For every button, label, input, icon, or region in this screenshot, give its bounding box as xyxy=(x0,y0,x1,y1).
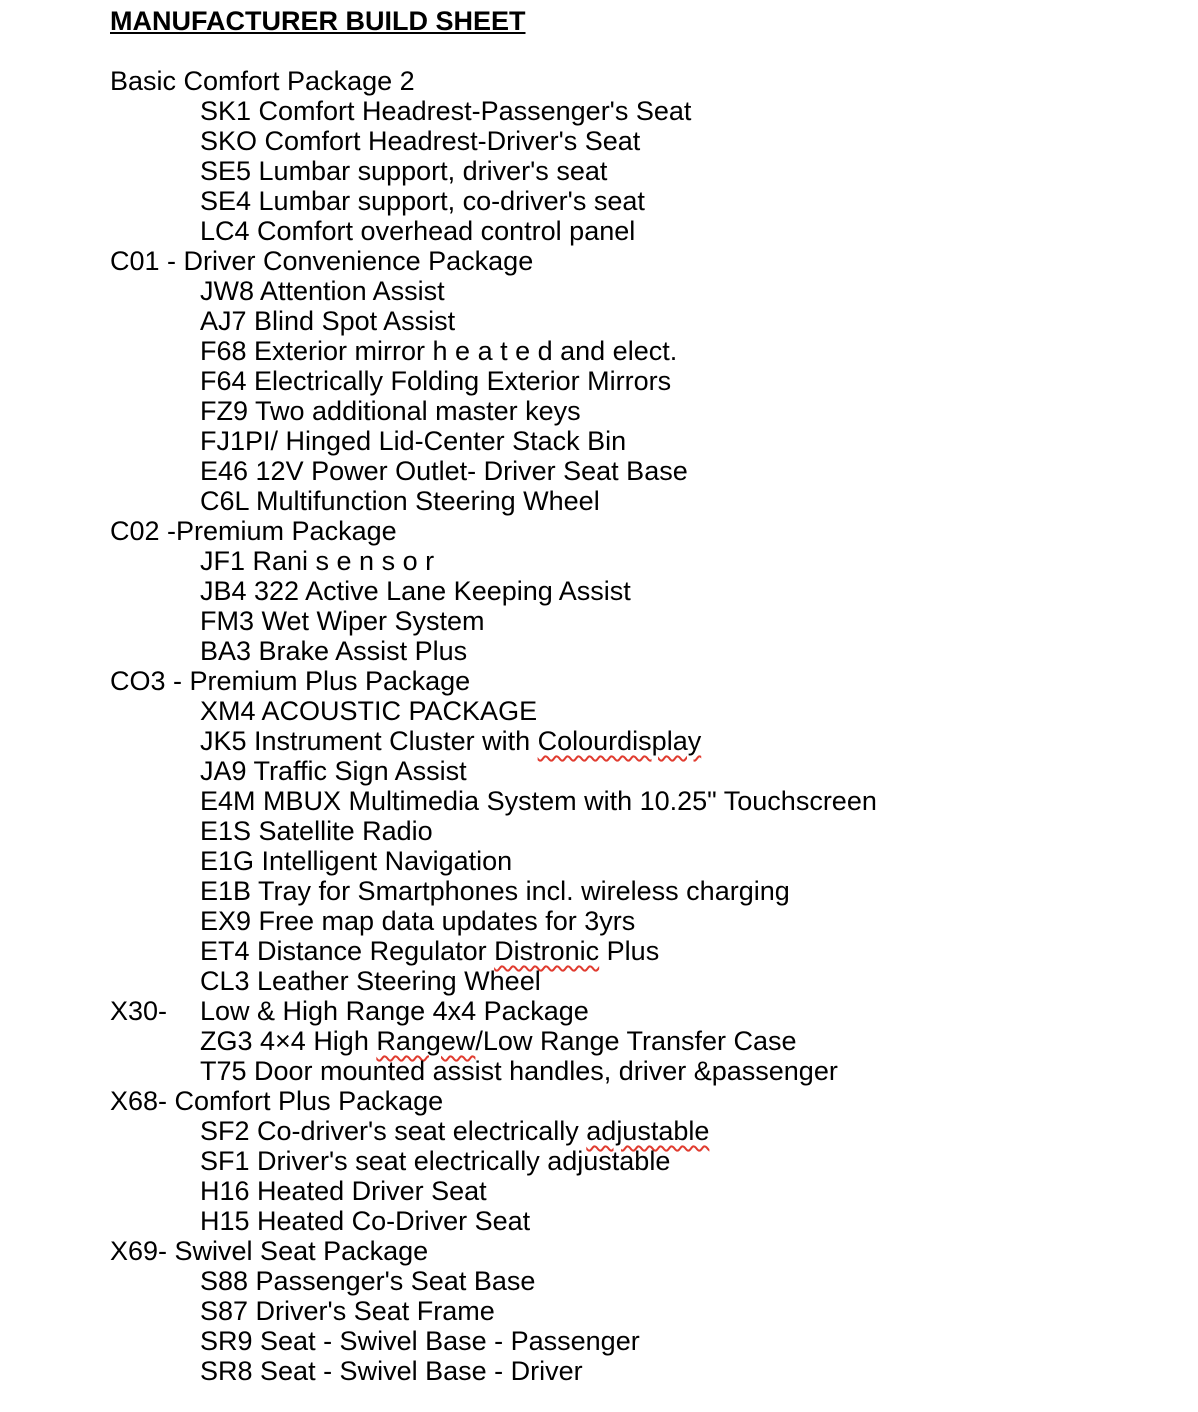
package-item: AJ7 Blind Spot Assist xyxy=(200,306,456,336)
package-item: FJ1PI/ Hinged Lid-Center Stack Bin xyxy=(200,426,627,456)
package-item: S87 Driver's Seat Frame xyxy=(200,1296,495,1326)
package-item: ET4 Distance Regulator Distronic Plus xyxy=(200,936,660,966)
package-item: BA3 Brake Assist Plus xyxy=(200,636,468,666)
package-item: E1S Satellite Radio xyxy=(200,816,433,846)
package-header: C02 -Premium Package xyxy=(110,516,397,546)
package-item: FM3 Wet Wiper System xyxy=(200,606,485,636)
package-item: C6L Multifunction Steering Wheel xyxy=(200,486,600,516)
package-item: FZ9 Two additional master keys xyxy=(200,396,581,426)
package-item: JW8 Attention Assist xyxy=(200,276,445,306)
package-item: JA9 Traffic Sign Assist xyxy=(200,756,467,786)
document-title: MANUFACTURER BUILD SHEET xyxy=(110,6,526,36)
package-item: F68 Exterior mirror h e a t e d and elect. xyxy=(200,336,678,366)
package-item: E1G Intelligent Navigation xyxy=(200,846,513,876)
package-item: T75 Door mounted assist handles, driver &passenger xyxy=(200,1056,838,1086)
package-header: C01 - Driver Convenience Package xyxy=(110,246,534,276)
package-item: SE5 Lumbar support, driver's seat xyxy=(200,156,608,186)
package-item: E1B Tray for Smartphones incl. wireless charging xyxy=(200,876,790,906)
package-header: X69- Swivel Seat Package xyxy=(110,1236,429,1266)
package-header: X68- Comfort Plus Package xyxy=(110,1086,444,1116)
package-item: H15 Heated Co-Driver Seat xyxy=(200,1206,531,1236)
package-item: E4M MBUX Multimedia System with 10.25" Touchscreen xyxy=(200,786,877,816)
package-item: SF1 Driver's seat electrically adjustable xyxy=(200,1146,671,1176)
package-item: SR9 Seat - Swivel Base - Passenger xyxy=(200,1326,640,1356)
package-item: SK1 Comfort Headrest-Passenger's Seat xyxy=(200,96,692,126)
package-item: XM4 ACOUSTIC PACKAGE xyxy=(200,696,538,726)
package-item: LC4 Comfort overhead control panel xyxy=(200,216,636,246)
spellcheck-flag: adjustable xyxy=(586,1116,710,1146)
package-code: X30- xyxy=(110,996,168,1026)
spellcheck-flag: Distronic xyxy=(494,936,600,966)
package-item: SR8 Seat - Swivel Base - Driver xyxy=(200,1356,583,1386)
package-item: H16 Heated Driver Seat xyxy=(200,1176,487,1206)
package-item: SF2 Co-driver's seat electrically adjustable xyxy=(200,1116,710,1146)
package-item: JK5 Instrument Cluster with Colourdisplay xyxy=(200,726,702,756)
spellcheck-flag: Colourdisplay xyxy=(537,726,702,756)
package-item: F64 Electrically Folding Exterior Mirrors xyxy=(200,366,672,396)
package-item: S88 Passenger's Seat Base xyxy=(200,1266,536,1296)
build-sheet-page xyxy=(110,0,1170,1386)
package-item: SE4 Lumbar support, co-driver's seat xyxy=(200,186,645,216)
document-body xyxy=(110,66,1170,1386)
package-label: Low & High Range 4x4 Package xyxy=(200,996,589,1026)
package-item: E46 12V Power Outlet- Driver Seat Base xyxy=(200,456,688,486)
package-header xyxy=(110,996,1170,1026)
package-item: CL3 Leather Steering Wheel xyxy=(200,966,541,996)
package-header: Basic Comfort Package 2 xyxy=(110,66,415,96)
package-item: JF1 Rani s e n s o r xyxy=(200,546,435,576)
package-item: EX9 Free map data updates for 3yrs xyxy=(200,906,636,936)
package-header: CO3 - Premium Plus Package xyxy=(110,666,471,696)
spellcheck-flag: Rangew xyxy=(376,1026,476,1056)
package-item: JB4 322 Active Lane Keeping Assist xyxy=(200,576,631,606)
package-item: ZG3 4×4 High Rangew/Low Range Transfer Case xyxy=(200,1026,797,1056)
package-item: SKO Comfort Headrest-Driver's Seat xyxy=(200,126,641,156)
